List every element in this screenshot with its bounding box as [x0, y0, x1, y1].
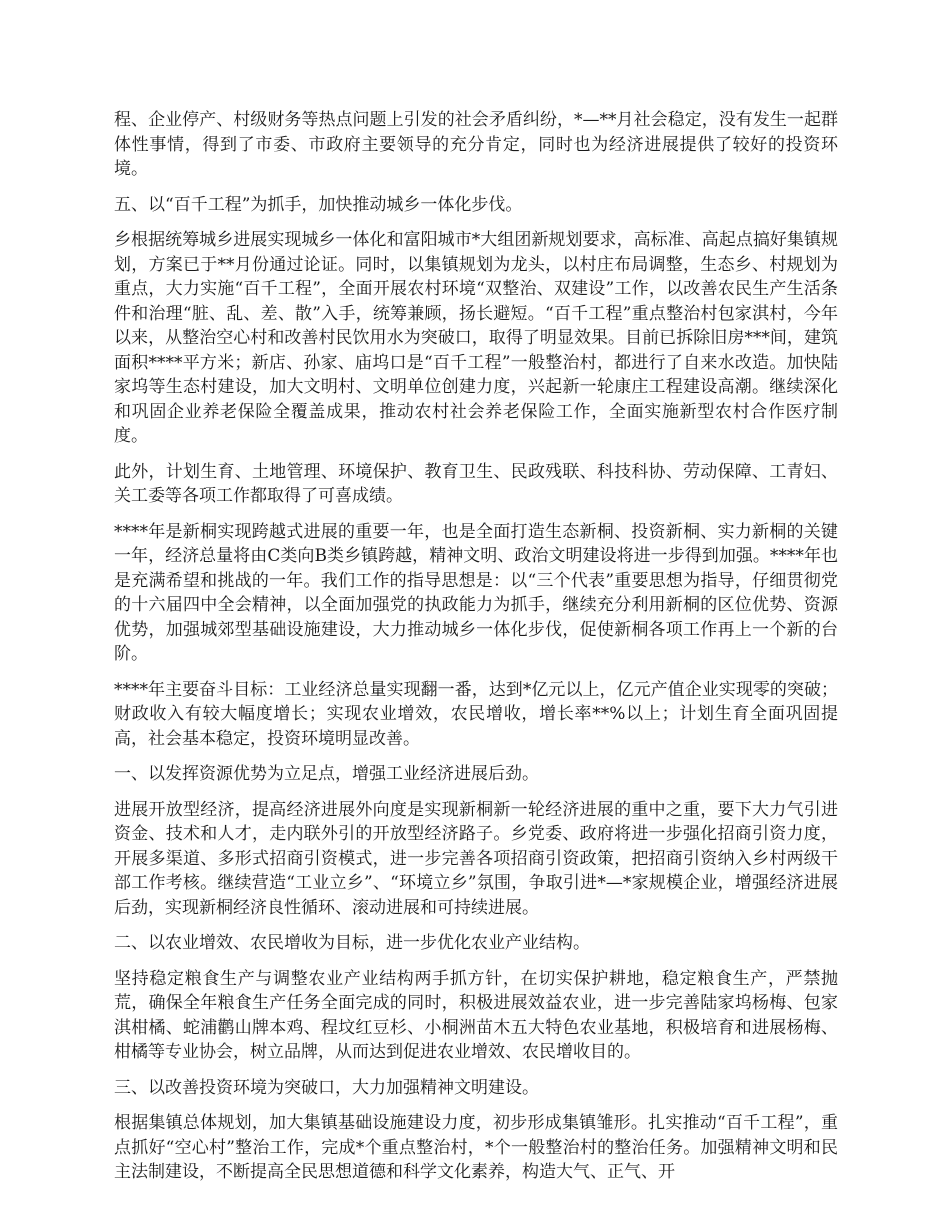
- heading-section-two: 二、以农业增效、农民增收为目标，进一步优化农业产业结构。: [114, 933, 590, 953]
- paragraph-agriculture: 坚持稳定粮食生产与调整农业产业结构两手抓方针，在切实保护耕地，稳定粮食生产，严禁抛荒，确保全年粮食生产任务全面完成的同时，积极进展效益农业，进一步完善陆家坞杨梅、包家淇柑橘、蛇浦鹳山牌本鸡、程坟红豆杉、小桐洲苗木五大特色农业基地，积极培育和进展杨梅、柑橘等专业协会，树立品牌，从而达到促进农业增效、农民增收目的。: [114, 968, 838, 1062]
- paragraph-investment-environment: 根据集镇总体规划，加大集镇基础设施建设力度，初步形成集镇雏形。扎实推动“百千工程”，重点抓好“空心村”整治工作，完成*个重点整治村，*个一般整治村的整治任务。加强精神文明和民主法制建设，不断提高全民思想道德和科学文化素养，构造大气、正气、开: [114, 1113, 838, 1182]
- paragraph-main-goals: ****年主要奋斗目标：工业经济总量实现翻一番，达到*亿元以上，亿元产值企业实现零的突破；财政收入有较大幅度增长；实现农业增效，农民增收，增长率**%以上；计划生育全面巩固提高，社会基本稳定，投资环境明显改善。: [114, 679, 838, 749]
- heading-section-five: 五、以“百千工程”为抓手，加快推动城乡一体化步伐。: [114, 194, 523, 215]
- paragraph-guiding-thought: ****年是新桐实现跨越式进展的重要一年，也是全面打造生态新桐、投资新桐、实力新桐的关键一年，经济总量将由C类向B类乡镇跨越，精神文明、政治文明建设将进一步得到加强。****年也是充满希望和挑战的一年。我们工作的指导思想是：以“三个代表”重要思想为指导，仔细贯彻党的十六届四中全会精神，以全面加强党的执政能力为抓手，继续充分利用新桐的区位优势、资源优势，加强城郊型基础设施建设，大力推动城乡一体化步伐，促使新桐各项工作再上一个新的台阶。: [114, 521, 838, 664]
- heading-section-three: 三、以改善投资环境为突破口，大力加强精神文明建设。: [114, 1077, 539, 1098]
- paragraph-open-economy: 进展开放型经济，提高经济进展外向度是实现新桐新一轮经济进展的重中之重，要下大力气引进资金、技术和人才，走内联外引的开放型经济路子。乡党委、政府将进一步强化招商引资力度，开展多渠道、多形式招商引资模式，进一步完善各项招商引资政策，把招商引资纳入乡村两级干部工作考核。继续营造“工业立乡”、“环境立乡”氛围，争取引进*—*家规模企业，增强经济进展后劲，实现新桐经济良性循环、滚动进展和可持续进展。: [114, 799, 838, 918]
- paragraph-social-stability: 程、企业停产、村级财务等热点问题上引发的社会矛盾纠纷，*—**月社会稳定，没有发生一起群体性事情，得到了市委、市政府主要领导的充分肯定，同时也为经济进展提供了较好的投资环境。: [114, 110, 838, 179]
- paragraph-other-work: 此外，计划生育、土地管理、环境保护、教育卫生、民政残联、科技科协、劳动保障、工青妇、关工委等各项工作都取得了可喜成绩。: [114, 461, 838, 506]
- document-page: [114, 108, 838, 1196]
- paragraph-urban-rural-planning: 乡根据统筹城乡进展实现城乡一体化和富阳城市*大组团新规划要求，高标准、高起点搞好集镇规划，方案已于**月份通过论证。同时，以集镇规划为龙头，以村庄布局调整，生态乡、村规划为重点，大力实施“百千工程”，全面开展农村环境“双整治、双建设”工作，以改善农民生产生活条件和治理“脏、乱、差、散”入手，统筹兼顾，扬长避短。“百千工程”重点整治村包家淇村，今年以来，从整治空心村和改善村民饮用水为突破口，取得了明显效果。目前已拆除旧房***间，建筑面积****平方米；新店、孙家、庙坞口是“百千工程”一般整治村，都进行了自来水改造。加快陆家坞等生态村建设，加大文明村、文明单位创建力度，兴起新一轮康庄工程建设高潮。继续深化和巩固企业养老保险全覆盖成果，推动农村社会养老保险工作，全面实施新型农村合作医疗制度。: [114, 230, 838, 446]
- heading-section-one: 一、以发挥资源优势为立足点，增强工业经济进展后劲。: [114, 764, 539, 784]
